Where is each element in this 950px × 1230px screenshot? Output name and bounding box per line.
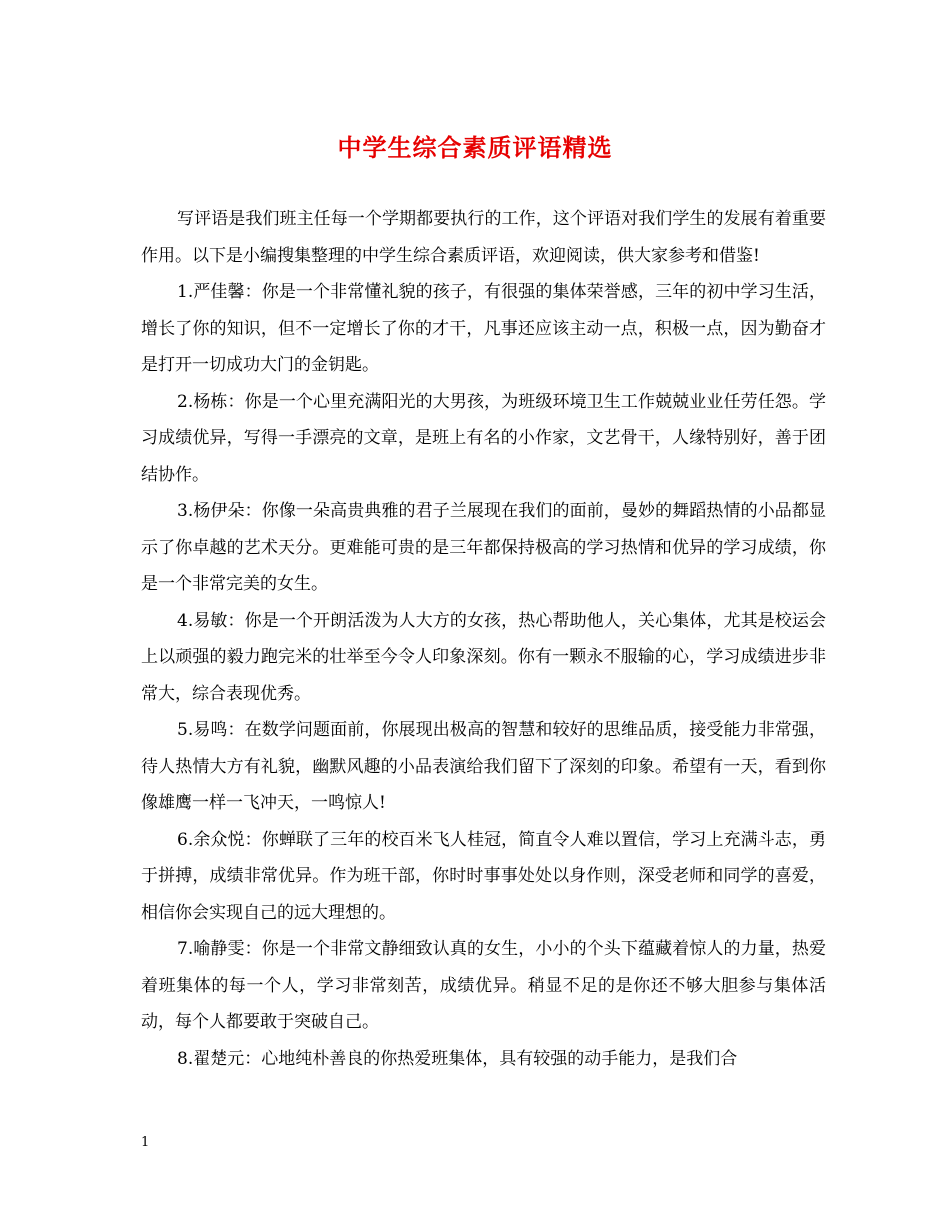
paragraph-comment-5: 5.易鸣：在数学问题面前，你展现出极高的智慧和较好的思维品质，接受能力非常强，待人热情大方有礼貌，幽默风趣的小品表演给我们留下了深刻的印象。希望有一天，看到你像雄鹰一样一飞冲天，一鸣惊人! <box>141 720 826 813</box>
paragraph-comment-1: 1.严佳馨：你是一个非常懂礼貌的孩子，有很强的集体荣誉感，三年的初中学习生活，增长了你的知识，但不一定增长了你的才干，凡事还应该主动一点，积极一点，因为勤奋才是打开一切成功大门的金钥匙。 <box>141 282 826 375</box>
paragraph-intro: 写评语是我们班主任每一个学期都要执行的工作，这个评语对我们学生的发展有着重要作用。以下是小编搜集整理的中学生综合素质评语，欢迎阅读，供大家参考和借鉴! <box>141 209 826 266</box>
paragraph-comment-4: 4.易敏：你是一个开朗活泼为人大方的女孩，热心帮助他人，关心集体，尤其是校运会上以顽强的毅力跑完米的壮举至今令人印象深刻。你有一颗永不服输的心，学习成绩进步非常大，综合表现优秀。 <box>141 610 826 704</box>
paragraph-comment-3: 3.杨伊朵：你像一朵高贵典雅的君子兰展现在我们的面前，曼妙的舞蹈热情的小品都显示了你卓越的艺术天分。更难能可贵的是三年都保持极高的学习热情和优异的学习成绩，你是一个非常完美的女生。 <box>141 501 826 594</box>
paragraph-comment-7: 7.喻静雯：你是一个非常文静细致认真的女生，小小的个头下蕴藏着惊人的力量，热爱着班集体的每一个人，学习非常刻苦，成绩优异。稍显不足的是你还不够大胆参与集体活动，每个人都要敢于突破自己。 <box>141 939 826 1032</box>
paragraph-comment-6: 6.余众悦：你蝉联了三年的校百米飞人桂冠，简直令人难以置信，学习上充满斗志，勇于拼搏，成绩非常优异。作为班干部，你时时事事处处以身作则，深受老师和同学的喜爱，相信你会实现自己的远大理想的。 <box>141 829 826 923</box>
document-body <box>141 201 826 1077</box>
paragraph-comment-2: 2.杨栋：你是一个心里充满阳光的大男孩，为班级环境卫生工作兢兢业业任劳任怨。学习成绩优异，写得一手漂亮的文章，是班上有名的小作家，文艺骨干，人缘特别好，善于团结协作。 <box>141 391 826 485</box>
paragraph-comment-8: 8.翟楚元：心地纯朴善良的你热爱班集体，具有较强的动手能力，是我们合 <box>177 1048 738 1069</box>
page-number: 1 <box>141 1135 150 1150</box>
document-title: 中学生综合素质评语精选 <box>337 133 613 162</box>
